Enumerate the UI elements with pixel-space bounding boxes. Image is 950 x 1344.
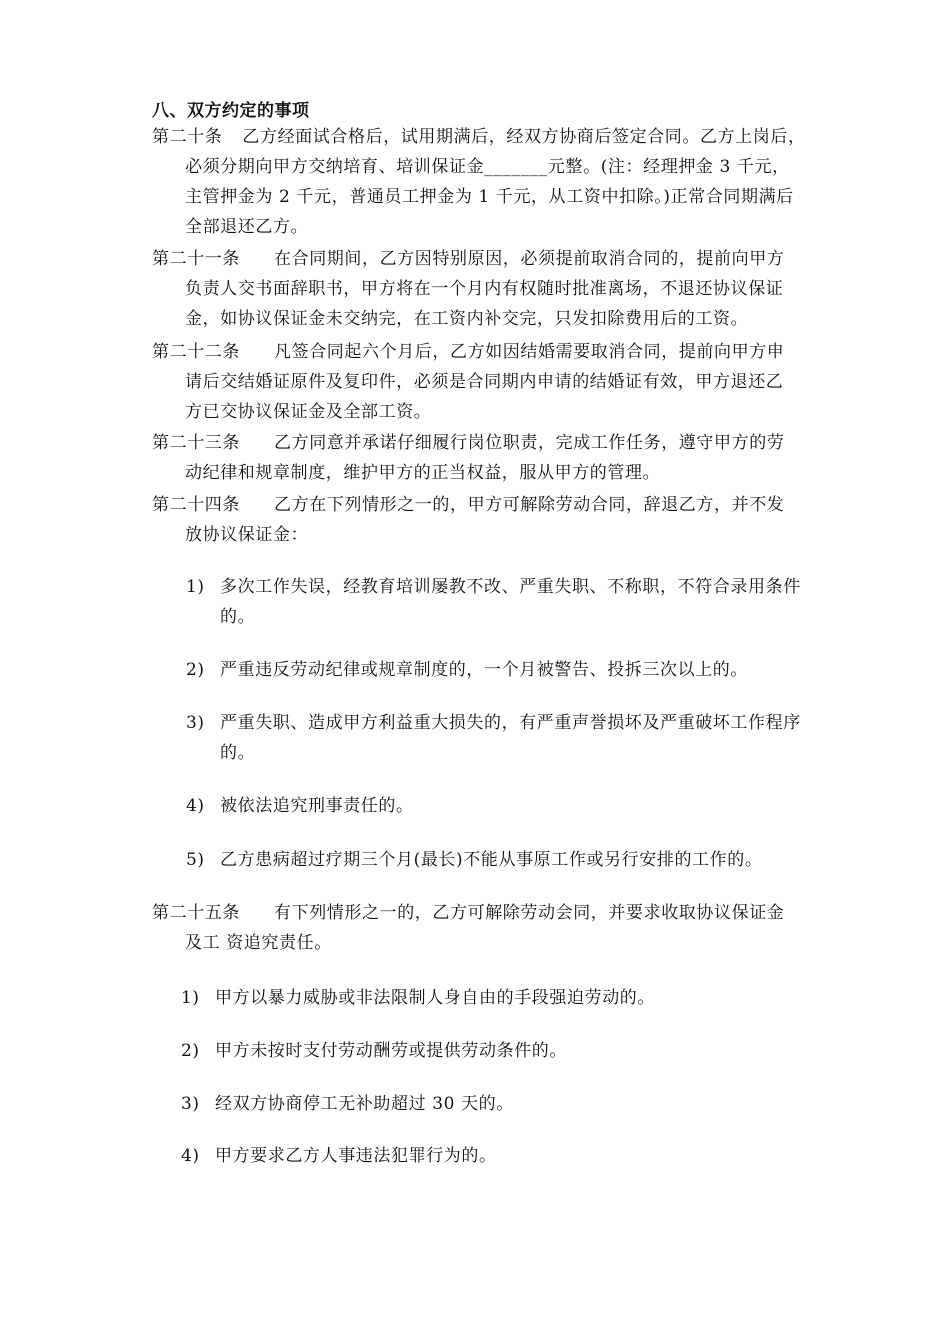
- list-marker: 3): [181, 1094, 200, 1114]
- article-22: [152, 337, 864, 427]
- article-text: 有下列情形之一的，乙方可解除劳动会同，并要求收取协议保证金: [274, 903, 785, 923]
- article-number: 第二十四条: [152, 495, 240, 515]
- list-marker: 2): [186, 660, 205, 680]
- list-marker: 1): [186, 577, 205, 597]
- article-number: 第二十五条: [152, 903, 240, 923]
- article-text: 放协议保证金：: [185, 525, 309, 545]
- list-marker: 2): [181, 1041, 200, 1061]
- list-marker: 1): [181, 988, 200, 1008]
- article-text: 方已交协议保证金及全部工资。: [185, 402, 432, 422]
- article-text: 全部退还乙方。: [185, 217, 309, 237]
- article-text: 凡签合同起六个月后，乙方如因结婚需要取消合同，提前向甲方申: [274, 342, 785, 362]
- article-23: [152, 428, 864, 488]
- list-item: [181, 983, 655, 1013]
- list-item-text: 甲方以暴力威胁或非法限制人身自由的手段强迫劳动的。: [215, 988, 655, 1008]
- article-21: [152, 244, 864, 334]
- article-text: 乙方同意并承诺仔细履行岗位职责，完成工作任务，遵守甲方的劳: [274, 433, 785, 453]
- list-item: [181, 1036, 567, 1066]
- list-marker: 3): [186, 713, 205, 733]
- list-marker: 4): [186, 796, 205, 816]
- list-item-text: 经双方协商停工无补助超过 30 天的。: [215, 1094, 514, 1114]
- article-text: 动纪律和规章制度，维护甲方的正当权益，服从甲方的管理。: [185, 463, 661, 483]
- article-text: 主管押金为 2 千元，普通员工押金为 1 千元，从工资中扣除。)正常合同期满后: [185, 187, 794, 207]
- article-text: 及工 资追究责任。: [185, 933, 332, 953]
- article-text: 乙方经面试合格后，试用期满后，经双方协商后签定合同。乙方上岗后，: [242, 127, 806, 147]
- article-number: 第二十一条: [152, 249, 240, 269]
- list-item-text: 的。: [220, 743, 256, 763]
- list-item: [186, 655, 748, 685]
- article-number: 第二十三条: [152, 433, 240, 453]
- list-item-text: 甲方未按时支付劳动酬劳或提供劳动条件的。: [215, 1041, 567, 1061]
- article-text: 负责人交书面辞职书，甲方将在一个月内有权随时批准离场，不退还协议保证: [185, 279, 784, 299]
- article-text: 乙方在下列情形之一的，甲方可解除劳动合同，辞退乙方，并不发: [274, 495, 785, 515]
- list-item: [181, 1089, 514, 1119]
- list-item-text: 甲方要求乙方人事违法犯罪行为的。: [215, 1146, 497, 1166]
- list-item-text: 严重违反劳动纪律或规章制度的，一个月被警告、投拆三次以上的。: [220, 660, 748, 680]
- list-item-text: 严重失职、造成甲方利益重大损失的，有严重声誉损坏及严重破坏工作程序: [220, 713, 801, 733]
- list-item: [186, 845, 762, 875]
- article-number: 第二十二条: [152, 342, 240, 362]
- list-item: [186, 572, 801, 632]
- article-20: [152, 122, 864, 242]
- list-item: [186, 708, 801, 768]
- list-marker: 5): [186, 850, 205, 870]
- article-text: 金，如协议保证金未交纳完，在工资内补交完，只发扣除费用后的工资。: [185, 309, 749, 329]
- article-25: [152, 898, 864, 958]
- list-item-text: 的。: [220, 607, 256, 627]
- list-item-text: 乙方患病超过疗期三个月(最长)不能从事原工作或另行安排的工作的。: [220, 850, 763, 870]
- article-text: 请后交结婚证原件及复印件，必须是合同期内申请的结婚证有效，甲方退还乙: [185, 372, 784, 392]
- article-text: 在合同期间，乙方因特别原因，必须提前取消合同的，提前向甲方: [274, 249, 785, 269]
- list-marker: 4): [181, 1146, 200, 1166]
- list-item-text: 被依法追究刑事责任的。: [220, 796, 414, 816]
- list-item: [186, 791, 414, 821]
- article-number: 第二十条: [152, 127, 223, 147]
- list-item-text: 多次工作失误，经教育培训屡教不改、严重失职、不称职，不符合录用条件: [220, 577, 801, 597]
- article-text: 必须分期向甲方交纳培育、培训保证金_______元整。(注：经理押金 3 千元，: [185, 157, 790, 177]
- list-item: [181, 1141, 497, 1171]
- article-24: [152, 490, 864, 550]
- section-title: 八、双方约定的事项: [152, 101, 310, 121]
